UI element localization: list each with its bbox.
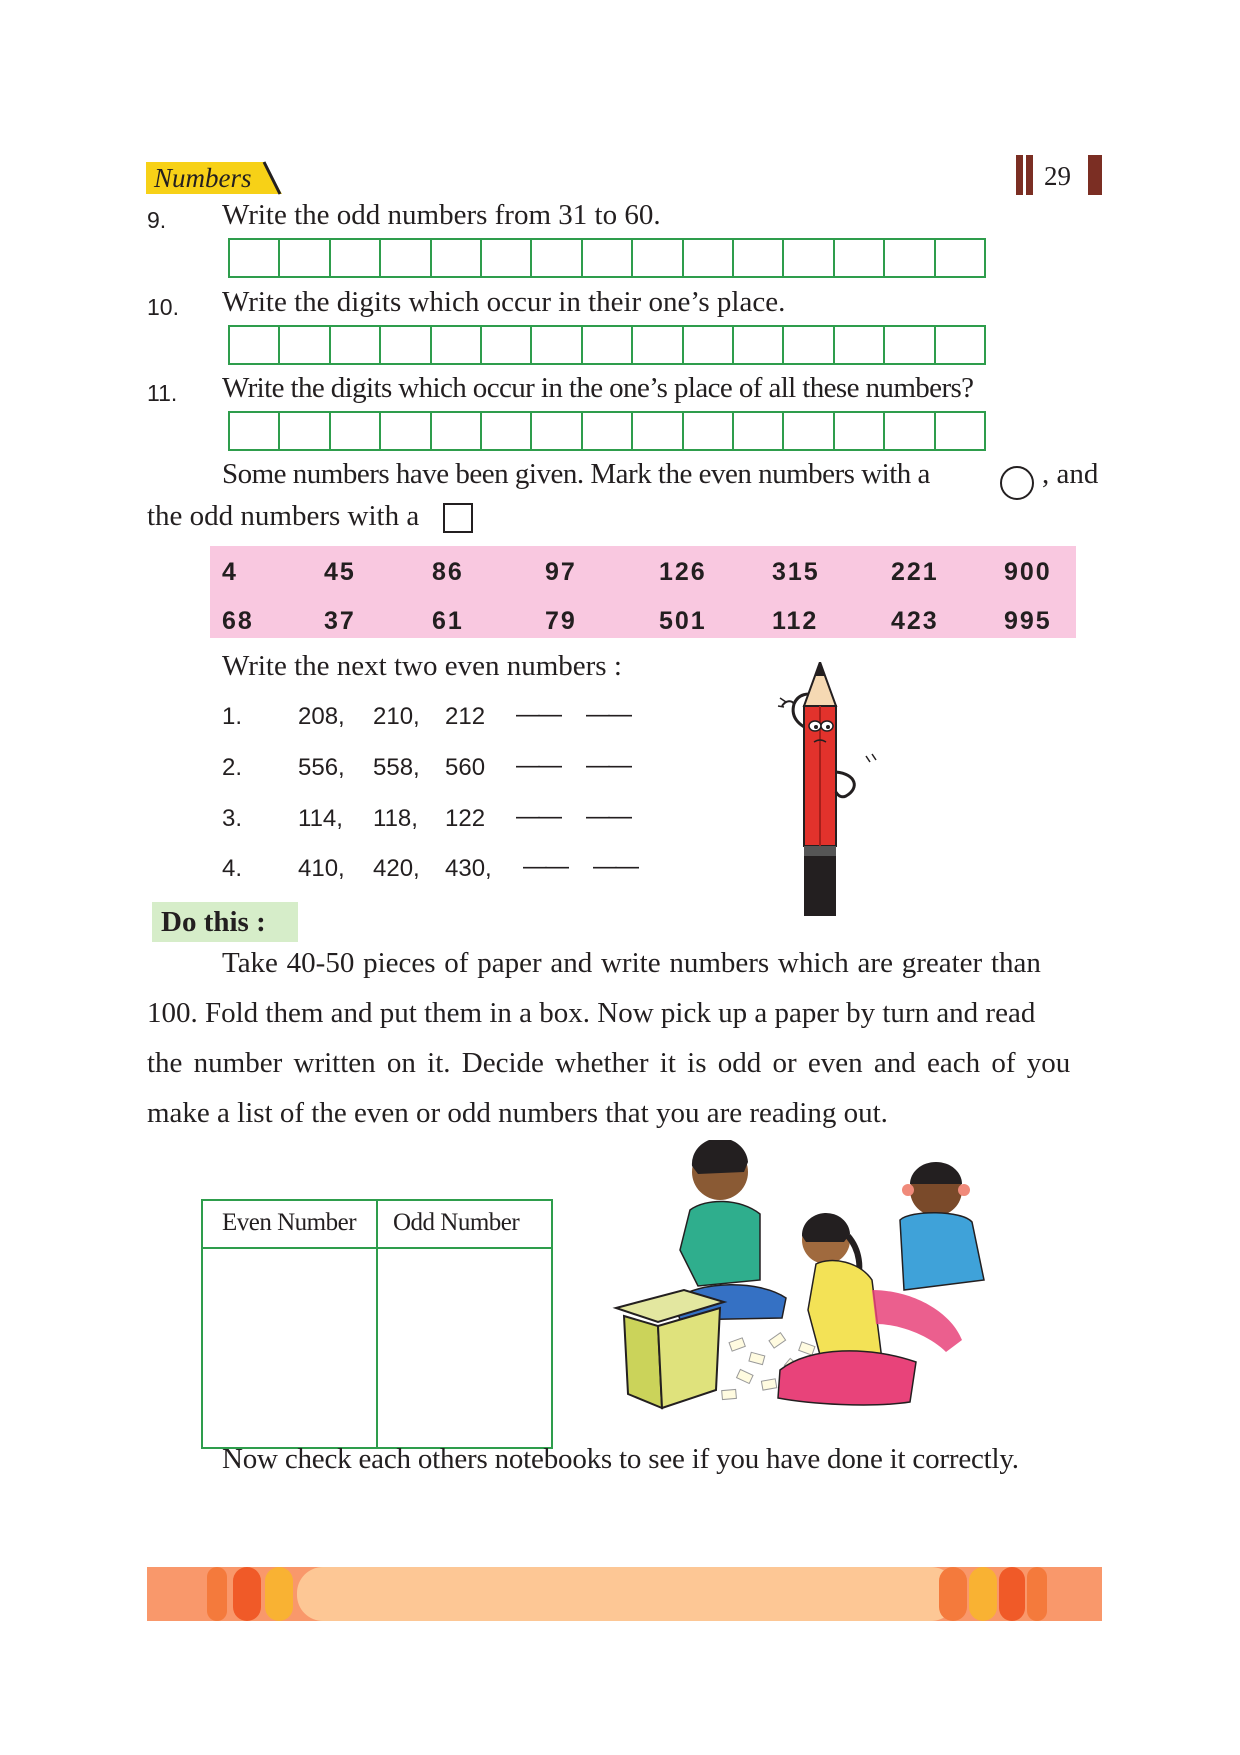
answer-blank[interactable]: —— <box>593 853 637 880</box>
sequence-value: 410, <box>298 855 345 882</box>
sequence-value: 208, <box>298 703 345 730</box>
answer-box-row[interactable] <box>228 411 986 451</box>
number-cell[interactable]: 86 <box>432 558 464 586</box>
do-this-heading: Do this : <box>152 902 298 942</box>
circle-symbol <box>1000 466 1034 500</box>
chapter-tag: Numbers <box>146 162 262 194</box>
answer-blank[interactable]: —— <box>586 752 630 779</box>
page-bar-left <box>1016 155 1023 195</box>
answer-blank[interactable]: —— <box>586 701 630 728</box>
answer-box-row[interactable] <box>228 238 986 278</box>
do-this-paragraph-line: make a list of the even or odd numbers that you are reading out. <box>147 1097 888 1129</box>
sequence-value: 558, <box>373 754 420 781</box>
sequence-value: 114, <box>298 805 343 832</box>
sequence-value: 430, <box>445 855 492 882</box>
number-cell[interactable]: 315 <box>772 558 820 586</box>
number-cell[interactable]: 37 <box>324 607 356 635</box>
sequence-value: 118, <box>373 805 418 832</box>
page-bar-left <box>1026 155 1033 195</box>
sequence-value: 122 <box>445 805 486 832</box>
page-number: 29 <box>1044 161 1071 191</box>
number-cell[interactable]: 221 <box>891 558 939 586</box>
sequence-number: 2. <box>222 754 243 781</box>
question-text: Write the digits which occur in the one’s place of all these numbers? <box>222 372 974 404</box>
answer-box-row[interactable] <box>228 325 986 365</box>
sequence-number: 4. <box>222 855 243 882</box>
sequence-value: 212 <box>445 703 486 730</box>
mark-instruction-line2: the odd numbers with a <box>147 500 420 532</box>
number-cell[interactable]: 501 <box>659 607 707 635</box>
question-number: 9. <box>147 207 167 233</box>
page-bar-right <box>1088 155 1102 195</box>
sequence-number: 3. <box>222 805 243 832</box>
number-table <box>210 546 1076 638</box>
number-cell[interactable]: 126 <box>659 558 707 586</box>
answer-blank[interactable]: —— <box>516 752 560 779</box>
do-this-paragraph-line: the number written on it. Decide whether it is odd or even and each of you <box>147 1047 1071 1079</box>
question-number: 11. <box>147 380 178 406</box>
chapter-tag-corner <box>256 160 282 196</box>
sequence-value: 420, <box>373 855 420 882</box>
number-cell[interactable]: 423 <box>891 607 939 635</box>
answer-blank[interactable]: —— <box>516 803 560 830</box>
odd-number-column-header: Odd Number <box>393 1209 520 1236</box>
number-cell[interactable]: 900 <box>1004 558 1052 586</box>
sequence-value: 210, <box>373 703 420 730</box>
mark-instruction-line1: Some numbers have been given. Mark the even numbers with a <box>222 458 930 490</box>
answer-blank[interactable]: —— <box>523 853 567 880</box>
number-cell[interactable]: 61 <box>432 607 464 635</box>
number-cell[interactable]: 45 <box>324 558 356 586</box>
question-text: Write the digits which occur in their one’s place. <box>222 286 786 318</box>
sequence-number: 1. <box>222 703 243 730</box>
sequence-value: 556, <box>298 754 345 781</box>
pencil-character-illustration <box>760 662 900 924</box>
number-cell[interactable]: 79 <box>545 607 577 635</box>
number-cell[interactable]: 97 <box>545 558 577 586</box>
even-number-column-header: Even Number <box>222 1209 357 1236</box>
number-cell[interactable]: 4 <box>222 558 238 586</box>
next-even-heading: Write the next two even numbers : <box>222 650 622 682</box>
question-number: 10. <box>147 294 179 320</box>
answer-blank[interactable]: —— <box>516 701 560 728</box>
number-cell[interactable]: 995 <box>1004 607 1052 635</box>
do-this-paragraph-line: 100. Fold them and put them in a box. Now pick up a paper by turn and read <box>147 997 1036 1029</box>
do-this-paragraph-line: Take 40-50 pieces of paper and write numbers which are greater than <box>222 947 1041 979</box>
answer-blank[interactable]: —— <box>586 803 630 830</box>
number-cell[interactable]: 68 <box>222 607 254 635</box>
sequence-value: 560 <box>445 754 486 781</box>
closing-instruction: Now check each others notebooks to see if you have done it correctly. <box>222 1443 1019 1475</box>
even-odd-list-table[interactable] <box>201 1199 553 1449</box>
children-playing-illustration <box>610 1140 986 1440</box>
question-text: Write the odd numbers from 31 to 60. <box>222 199 661 231</box>
mark-instruction-line1-end: , and <box>1042 458 1099 490</box>
number-cell[interactable]: 112 <box>772 607 819 635</box>
footer-decorative-band <box>147 1567 1102 1621</box>
square-symbol <box>443 503 473 533</box>
